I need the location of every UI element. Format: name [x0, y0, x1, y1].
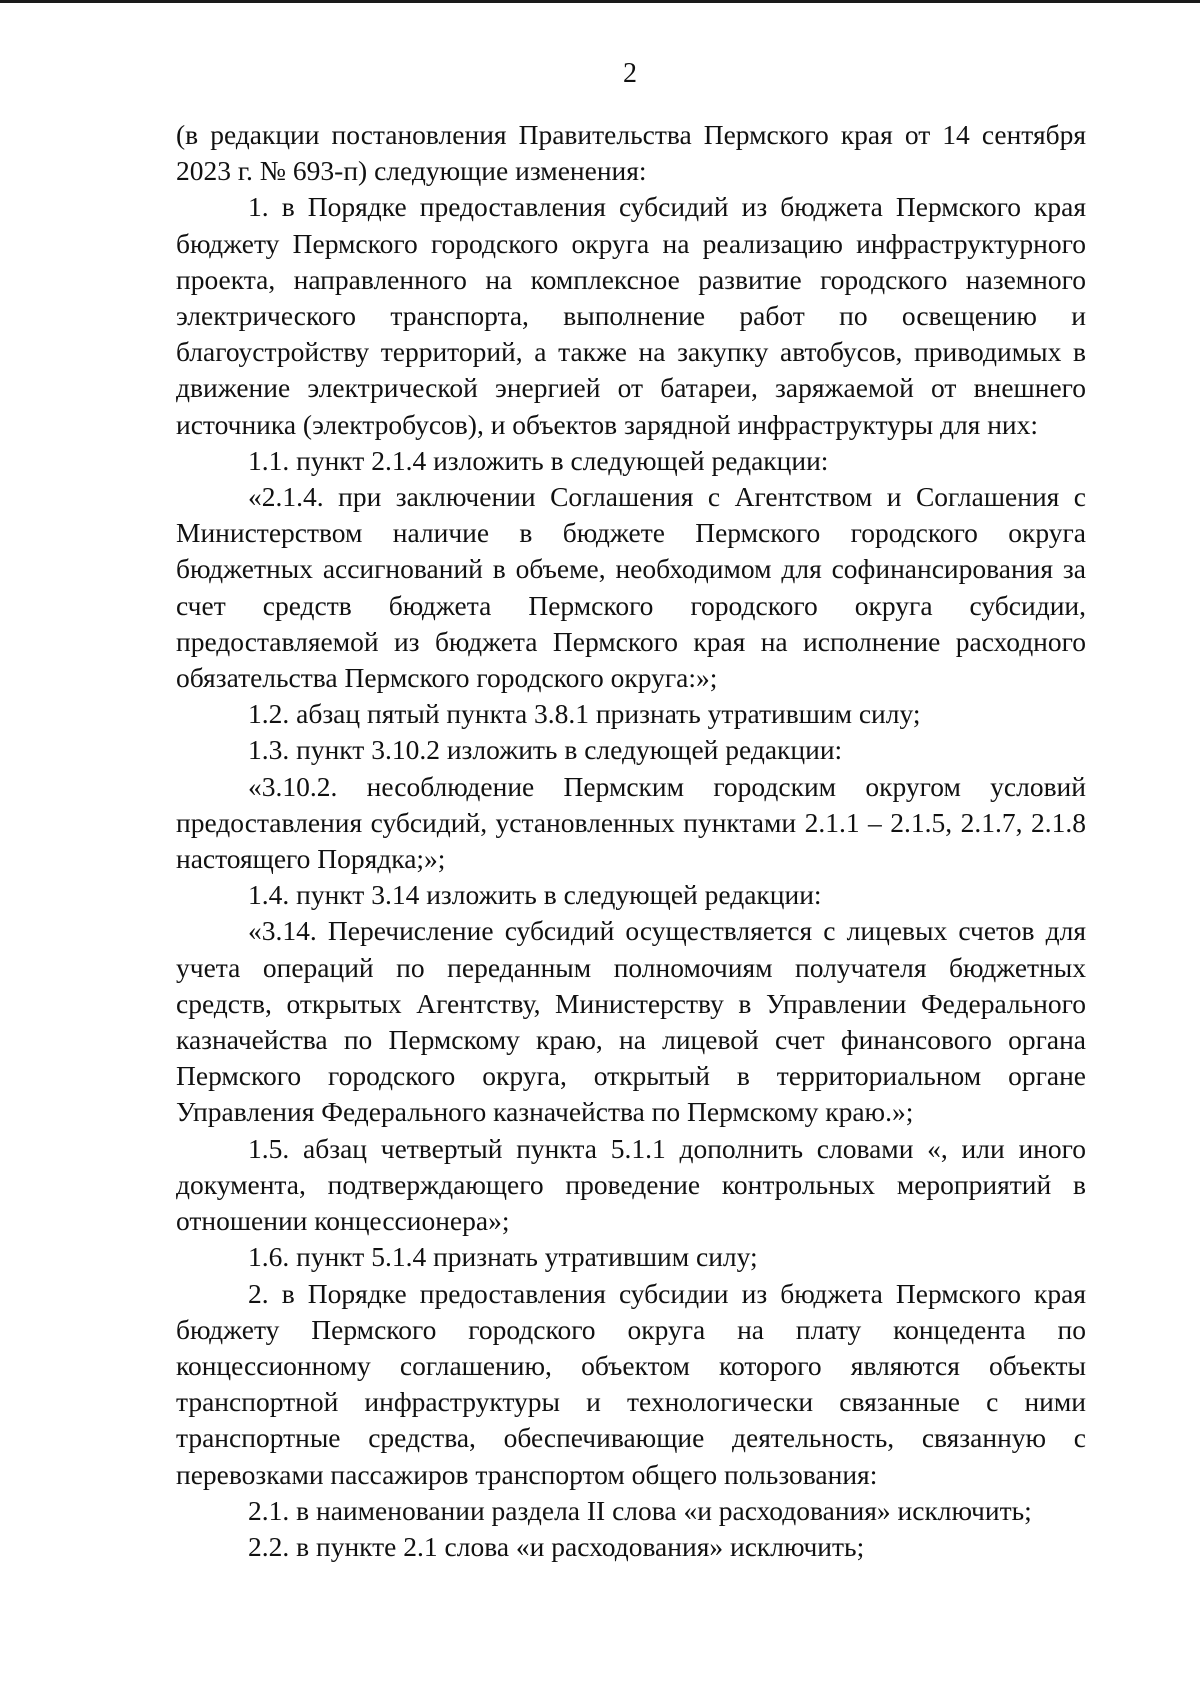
paragraph-item-1-4: 1.4. пункт 3.14 изложить в следующей редакции: — [248, 879, 822, 911]
paragraph-item-1-5: 1.5. абзац четвертый пункта 5.1.1 дополнить словами «, или иного документа, подтверждающего проведение контрольных мероприятий в отношении концессионера»; — [176, 1132, 1086, 1237]
paragraph-item-1-6: 1.6. пункт 5.1.4 признать утратившим силу; — [248, 1241, 758, 1273]
paragraph-item-2: 2. в Порядке предоставления субсидии из бюджета Пермского края бюджету Пермского городского округа на плату концедента по концессионному соглашению, объектом которого являются объекты транспортной инфраструктуры и технологически связанные с ними транспортные средства, обеспечивающие деятельность, связанную с перевозками пассажиров транспортом общего пользования: — [176, 1277, 1086, 1490]
paragraph-item-1-3: 1.3. пункт 3.10.2 изложить в следующей редакции: — [248, 734, 843, 766]
paragraph-item-1: 1. в Порядке предоставления субсидий из бюджета Пермского края бюджету Пермского городского округа на реализацию инфраструктурного проекта, направленного на комплексное развитие городского наземного электрического транспорта, выполнение работ по освещению и благоустройству территорий, а также на закупку автобусов, приводимых в движение электрической энергией от батареи, заряжаемой от внешнего источника (электробусов), и объектов зарядной инфраструктуры для них: — [176, 191, 1086, 440]
paragraph-item-1-1: 1.1. пункт 2.1.4 изложить в следующей редакции: — [248, 444, 829, 476]
paragraph-item-1-2: 1.2. абзац пятый пункта 3.8.1 признать утратившим силу; — [248, 698, 921, 730]
paragraph-intro-continuation: (в редакции постановления Правительства Пермского края от 14 сентября 2023 г. № 693-п) следующие изменения: — [176, 119, 1086, 187]
paragraph-item-1-1-text: «2.1.4. при заключении Соглашения с Агентством и Соглашения с Министерством наличие в бюджете Пермского городского округа бюджетных ассигнований в объеме, необходимом для софинансирования за счет средств бюджета Пермского городского округа субсидии, предоставляемой из бюджета Пермского края на исполнение расходного обязательства Пермского городского округа:»; — [176, 481, 1086, 694]
paragraph-item-1-4-text: «3.14. Перечисление субсидий осуществляется с лицевых счетов для учета операций по переданным полномочиям получателя бюджетных средств, открытых Агентству, Министерству в Управлении Федерального казначейства по Пермскому краю, на лицевой счет финансового органа Пермского городского округа, открытый в территориальном органе Управления Федерального казначейства по Пермскому краю.»; — [176, 915, 1086, 1128]
paragraph-item-1-3-text: «3.10.2. несоблюдение Пермским городским округом условий предоставления субсидий, установленных пунктами 2.1.1 – 2.1.5, 2.1.7, 2.1.8 настоящего Порядка;»; — [176, 770, 1086, 875]
paragraph-item-2-2: 2.2. в пункте 2.1 слова «и расходования» исключить; — [248, 1530, 865, 1562]
paragraph-item-2-1: 2.1. в наименовании раздела II слова «и расходования» исключить; — [248, 1494, 1032, 1526]
document-body — [176, 117, 1086, 1565]
scan-top-edge — [0, 0, 1200, 3]
page-number: 2 — [623, 58, 637, 89]
